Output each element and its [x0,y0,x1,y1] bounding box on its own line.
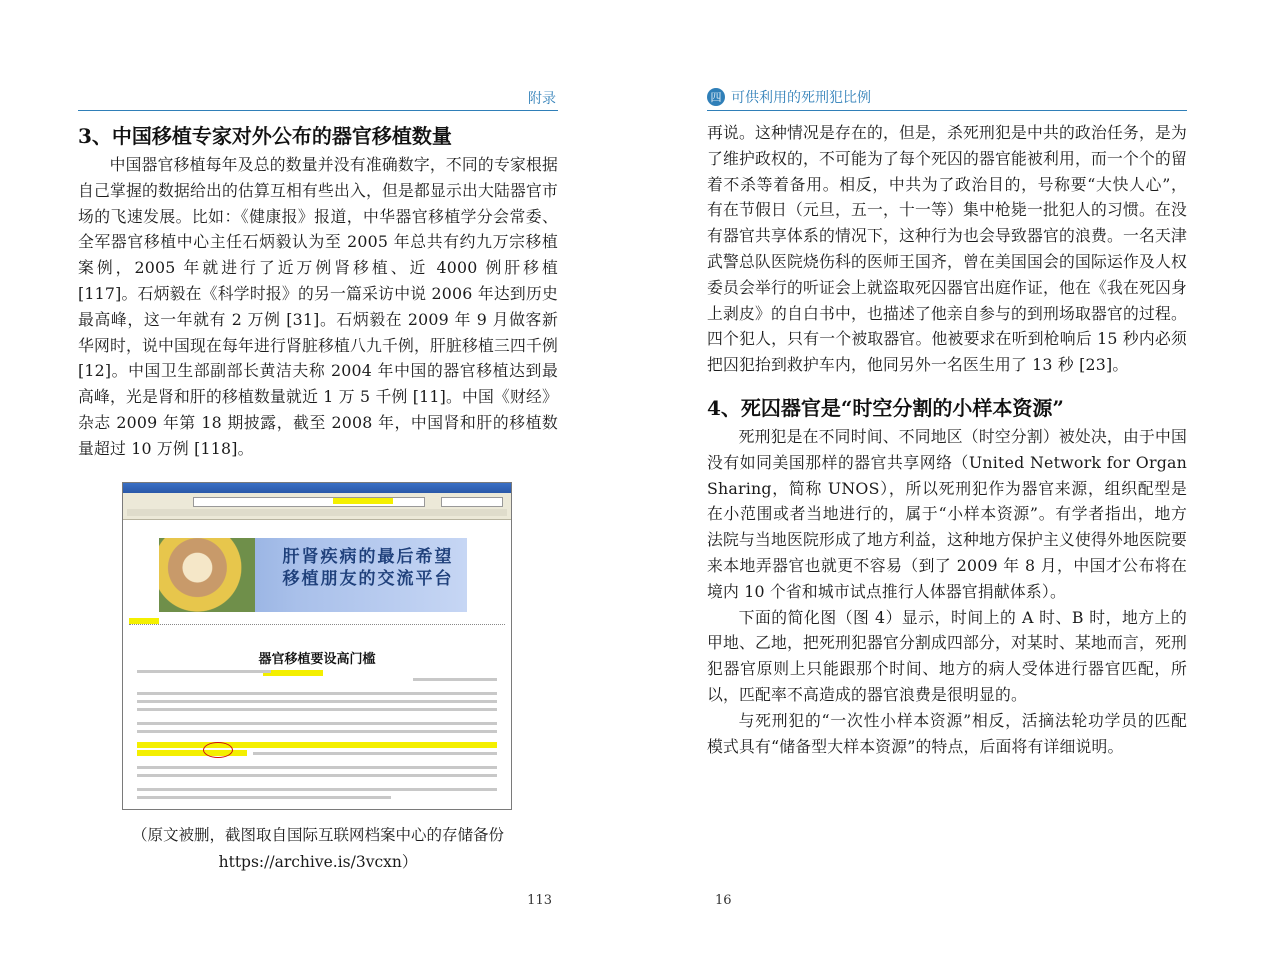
running-head-title: 可供利用的死刑犯比例 [731,90,871,106]
figure-highlight [137,742,497,748]
figure-search-box [441,497,503,507]
left-content [78,120,558,462]
figure-text-line [253,752,497,755]
body-paragraph: 中国器官移植每年及总的数量并没有准确数字，不同的专家根据自己掌握的数据给出的估算互相有些出入，但是都显示出大陆器官市场的飞速发展。比如：《健康报》报道，中华器官移植学分会常委、全军器官移植中心主任石炳毅认为至 2005 年总共有约九万宗移植案例，2005 年就进行了近万例肾移植、近 4000 例肝移植 [117]。石炳毅在《科学时报》的另一篇采访中说 2006 年达到历史最高峰，这一年就有 2 万例 [31]。石炳毅在 2009 年 9 月做客新华网时，说中国现在每年进行肾脏移植八九千例，肝脏移植三四千例 [12]。中国卫生部副部长黄洁夫称 2004 年中国的器官移植达到最高峰，光是肾和肝的移植数量就近 1 万 5 千例 [11]。中国《财经》杂志 2009 年第 18 期披露，截至 2008 年，中国肾和肝的移植数量超过 10 万例 [118]。 [78,155,558,458]
figure-browser-titlebar [123,483,511,493]
figure-text-line [413,678,497,681]
figure-caption [78,822,558,876]
figure-text-line [137,670,271,673]
figure-text-line [137,692,497,695]
page-number-left: 113 [527,893,552,908]
figure-banner-line2: 移植朋友的交流平台 [282,569,454,589]
figure-banner-text [273,546,463,590]
right-page [707,0,1187,978]
left-page [78,0,558,978]
figure-text-line [137,766,497,769]
figure-google-toolbar [127,509,507,516]
figure-text-line [137,708,497,711]
figure-text-line [137,774,497,777]
figure-text-line [137,788,497,791]
running-head-left [78,86,558,111]
figure-web-page [123,520,511,809]
body-paragraph: 下面的简化图（图 4）显示，时间上的 A 时、B 时，地方上的甲地、乙地，把死刑犯器官分割成四部分，对某时、某地而言，死刑犯器官原则上只能跟那个时间、地方的病人受体进行器官匹配，所以，匹配率不高造成的器官浪费是很明显的。 [707,607,1187,704]
figure-text-line [137,730,497,733]
figure-text-line [137,796,391,799]
body-paragraph: 死刑犯是在不同时间、不同地区（时空分割）被处决，由于中国没有如同美国那样的器官共享网络（United Network for Organ Sharing，简称 UNOS），所以死刑犯作为器官来源，组织配型是在小范围或者当地进行的，属于“小样本资源”。有学者指出，地方法院与当地医院形成了地方利益，这种地方保护主义使得外地医院要来本地弄器官也就更不容易（到了 2009 年 8 月，中国才公布将在境内 10 个省和城市试点推行人体器官捐献体系）。 [707,426,1187,601]
running-head-title: 附录 [528,91,556,107]
figure-text-line [137,700,497,703]
section-title: 3、中国移植专家对外公布的器官移植数量 [78,124,452,148]
figure-banner-photo [159,538,255,612]
running-head-right [707,86,1187,111]
figure-banner-line1: 肝肾疾病的最后希望 [282,547,454,567]
section-title: 4、死囚器官是“时空分割的小样本资源” [707,395,1064,420]
figure-nav-bar [129,616,505,625]
caption-line2: https://archive.is/3vcxn） [218,853,418,871]
right-content [707,120,1187,759]
screenshot-figure [122,482,512,810]
body-paragraph-continued: 再说。这种情况是存在的，但是，杀死刑犯是中共的政治任务，是为了维护政权的，不可能为了每个死囚的器官能被利用，而一个个的留着不杀等着备用。相反，中共为了政治目的，号称要“大快人心”，有在节假日（元旦，五一，十一等）集中枪毙一批犯人的习惯。在没有器官共享体系的情况下，这种行为也会导致器官的浪费。一名天津武警总队医院烧伤科的医师王国齐，曾在美国国会的国际运作及人权委员会举行的听证会上就盗取死囚器官出庭作证，他在《我在死囚身上剥皮》的自白书中，也描述了他亲自参与的到刑场取器官的过程。四个犯人，只有一个被取器官。他被要求在听到枪响后 15 秒内必须把囚犯抬到救护车内，他同另外一名医生用了 13 秒 [23]。 [707,123,1187,375]
figure-red-circle [203,742,233,758]
figure-highlight [263,670,323,676]
page-number-right: 16 [715,893,732,908]
figure-url-highlight [333,498,393,504]
figure-browser-toolbar [123,493,511,520]
caption-line1: （原文被删，截图取自国际互联网档案中心的存储备份 [131,826,504,844]
figure-text-line [137,722,497,725]
chapter-badge-icon: 四 [707,88,725,106]
body-paragraph: 与死刑犯的“一次性小样本资源”相反，活摘法轮功学员的匹配模式具有“储备型大样本资源”的特点，后面将有详细说明。 [707,710,1187,756]
figure-article-heading: 器官移植要设高门槛 [258,652,376,667]
